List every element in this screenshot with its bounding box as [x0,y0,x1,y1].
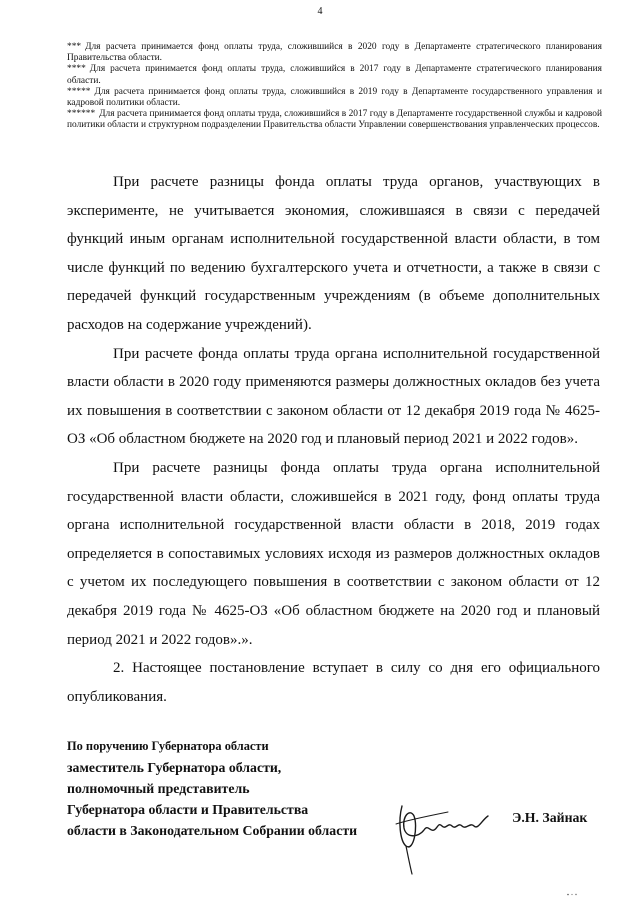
footnote-text: Для расчета принимается фонд оплаты труда, сложившийся в 2020 году в Департаменте стратегического планирования Правительства области. [67,42,602,64]
document-body [67,168,600,711]
footnote [67,87,602,109]
footnote [67,64,602,86]
footnote-mark: **** [67,64,86,75]
footnote [67,42,602,64]
signatory-line: По поручению Губернатора области [67,739,269,753]
scan-artifact [566,893,580,896]
footnote-text: Для расчета принимается фонд оплаты труда, сложившийся в 2019 году в Департаменте государственного управления и кадровой политики области. [67,86,602,109]
signatory-line: заместитель Губернатора области, [67,760,282,775]
signatory-line: полномочный представитель [67,781,250,796]
footnote [67,109,602,131]
signatory-name: Э.Н. Зайнак [512,810,588,825]
footnote-mark: *** [67,42,82,52]
body-paragraph: 2. Настоящее постановление вступает в силу со дня его официального опубликования. [67,660,600,705]
footnote-mark: ***** [67,86,91,97]
body-paragraph: При расчете фонда оплаты труда органа исполнительной государственной власти области в 2020 году применяются размеры должностных окладов без учета их повышения в соответствии с законом области от 12 декабря 2019 года № 4625-ОЗ «Об областном бюджете на 2020 год и плановый период 2021 и 2022 годов». [67,345,600,448]
signatory-line: области в Законодательном Собрании области [67,823,358,838]
footnote-text: Для расчета принимается фонд оплаты труда, сложившийся в 2017 году в Департаменте государственной службы и кадровой политики области и структурном подразделении Правительства области Управлении совершенствования управленческих процессов. [67,109,602,131]
signatory-line: Губернатора области и Правительства [67,802,309,817]
footnotes [67,42,602,132]
page-number: 4 [317,6,323,17]
footnote-text: Для расчета принимается фонд оплаты труда, сложившийся в 2017 году в Департаменте стратегического планирования области. [67,64,602,86]
body-paragraph: При расчете разницы фонда оплаты труда органа исполнительной государственной власти области, сложившейся в 2021 году, фонд оплаты труда органа исполнительной государственной власти области в 2018, 2019 годах определяется в сопоставимых условиях исходя из размеров должностных окладов с учетом их последующего повышения в соответствии с законом области от 12 декабря 2019 года № 4625-ОЗ «Об областном бюджете на 2020 год и плановый период 2021 и 2022 годов».». [67,459,600,648]
body-paragraph: При расчете разницы фонда оплаты труда органов, участвующих в эксперименте, не учитывается экономия, сложившаяся в связи с передачей функций иным органам исполнительной государственной власти области, в том числе функций по ведению бухгалтерского учета и отчетности, а также в связи с передачей функций государственным учреждениям (в объеме дополнительных расходов на содержание учреждений). [67,174,600,333]
handwritten-signature [388,786,498,876]
footnote-mark: ****** [67,109,96,120]
